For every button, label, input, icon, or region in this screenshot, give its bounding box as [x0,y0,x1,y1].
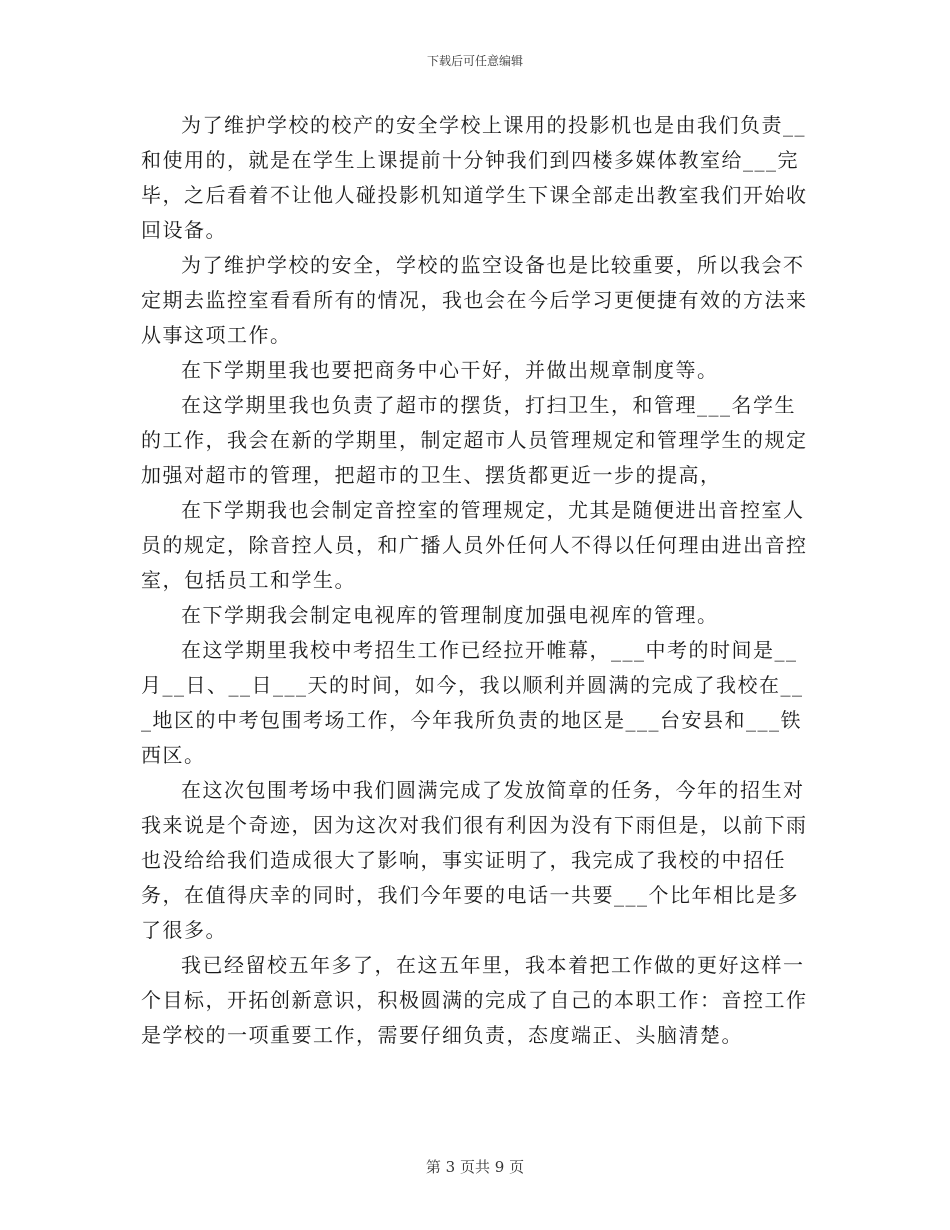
paragraph: 我已经留校五年多了，在这五年里，我本着把工作做的更好这样一个目标，开拓创新意识，积极圆满的完成了自己的本职工作：音控工作是学校的一项重要工作，需要仔细负责，态度端正、头脑清楚。 [141,953,808,1047]
paragraph: 在这学期里我校中考招生工作已经拉开帷幕，___中考的时间是__月__日、__日___天的时间，如今，我以顺利并圆满的完成了我校在___地区的中考包围考场工作，今年我所负责的地区是___台安县和___铁西区。 [141,638,804,767]
paragraph: 为了维护学校的校产的安全学校上课用的投影机也是由我们负责__和使用的，就是在学生上课提前十分钟我们到四楼多媒体教室给___完毕，之后看着不让他人碰投影机知道学生下课全部走出教室我们开始收回设备。 [141,113,808,242]
document-body [141,108,811,1053]
paragraph: 在这学期里我也负责了超市的摆货，打扫卫生，和管理___名学生的工作，我会在新的学期里，制定超市人员管理规定和管理学生的规定加强对超市的管理，把超市的卫生、摆货都更近一步的提高， [141,393,808,487]
paragraph: 在下学期我会制定电视库的管理制度加强电视库的管理。 [181,603,719,627]
paragraph: 在下学期里我也要把商务中心干好，并做出规章制度等。 [181,358,719,382]
paragraph: 在下学期我也会制定音控室的管理规定，尤其是随便进出音控室人员的规定，除音控人员，和广播人员外任何人不得以任何理由进出音控室，包括员工和学生。 [141,498,808,592]
page-header: 下载后可任意编辑 [426,54,523,68]
page-footer: 第 3 页共 9 页 [425,1158,525,1176]
paragraph: 为了维护学校的安全，学校的监空设备也是比较重要，所以我会不定期去监控室看看所有的情况，我也会在今后学习更便捷有效的方法来从事这项工作。 [141,253,808,347]
paragraph: 在这次包围考场中我们圆满完成了发放简章的任务，今年的招生对我来说是个奇迹，因为这次对我们很有利因为没有下雨但是，以前下雨也没给给我们造成很大了影响，事实证明了，我完成了我校的中招任务，在值得庆幸的同时，我们今年要的电话一共要___个比年相比是多了很多。 [141,778,808,942]
